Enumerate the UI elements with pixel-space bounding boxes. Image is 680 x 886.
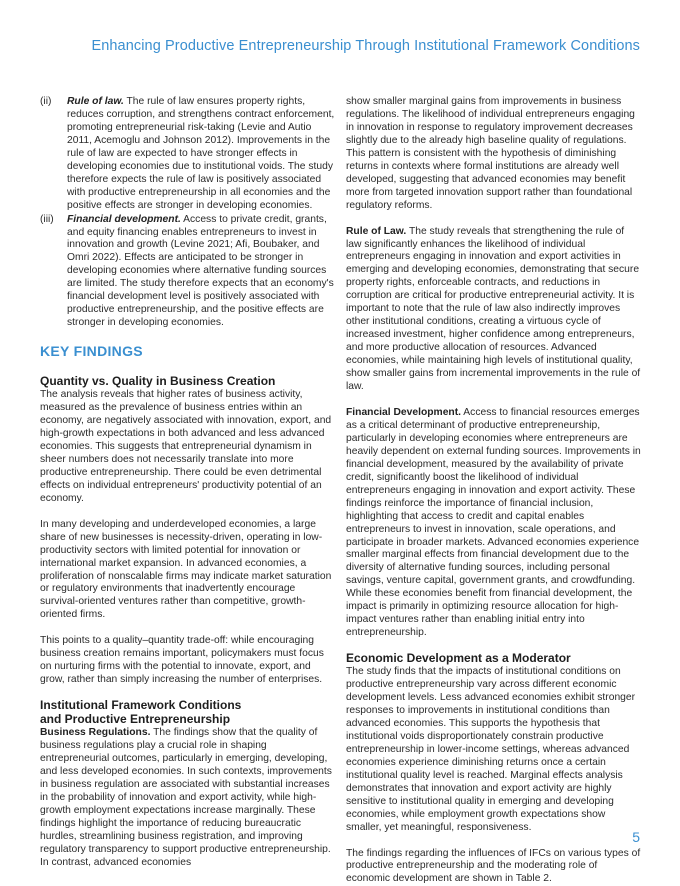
list-number: (ii) [40,96,52,107]
inline-term: Rule of Law. [346,225,407,237]
paragraph: Business Regulations. The findings show that the quality of business regulations play a crucial role in shaping entrepreneurial outcomes, particularly in emerging, developing, and less developed economies. In such contexts, improvements in business regulation are associated with substantial increases in the probability of innovation and export activity, while high-growth employment expectations increase marginally. These findings highlight the importance of reducing bureaucratic hurdles, streamlining business registration, and improving regulatory transparency to support productive entrepreneurship. In contrast, advanced economies [40,727,332,868]
list-term: Financial development. [67,213,181,225]
left-column [40,96,335,870]
list-item-rule-of-law [40,96,335,213]
paragraph: The findings regarding the influences of IFCs on various types of productive entrepreneurship and the moderating role of economic development are shown in Table 2. [346,847,641,885]
key-findings-heading: KEY FINDINGS [40,343,143,360]
list-term: Rule of law. [67,96,124,107]
list-text: Access to private credit, grants, and equity financing enables entrepreneurs to invest in innovation and growth (Levine 2021; Afi, Boubaker, and Omri 2022). Effects are anticipated to be stronger in developing economies where alternative funding sources are limited. The study therefore expects that an economy's financial development level is positively associated with productive entrepreneurship, and the positive effects are stronger in developing economies. [67,213,334,329]
paragraph: In many developing and underdeveloped economies, a large share of new businesses is necessity-driven, operating in low-productivity sectors with limited potential for innovation or international market expansion. In advanced economies, a proliferation of nonscalable firms may indicate market saturation or regulatory environments that inadvertently encourage survival-oriented ventures rather than competitive, growth-oriented firms. [40,518,332,621]
paragraph: Financial Development. Access to financial resources emerges as a critical determinant of productive entrepreneurship, particularly in developing economies where entrepreneurs are heavily dependent on external funding sources. Improvements in financial development, measured by the availability of private credit, significantly boost the likelihood of individual entrepreneurs engaging in innovation and export activity. These findings reinforce the importance of financial inclusion, highlighting that access to credit and capital enables entrepreneurs to invest in innovation, scale operations, and participate in broader markets. Advanced economies experience smaller marginal effects from financial development due to the diversity of alternative funding sources, including personal savings, venture capital, government grants, and crowdfunding. While these economies benefit from financial development, the impact is primarily in optimizing resource allocation for high-impact ventures rather than enabling initial entry into entrepreneurship. [346,406,641,639]
paragraph: This points to a quality–quantity trade-off: while encouraging business creation remains important, policymakers must focus on nurturing firms with the potential to innovate, export, and grow, rather than simply increasing the number of enterprises. [40,635,324,686]
list-number: (iii) [40,213,54,225]
paragraph: Rule of Law. The study reveals that strengthening the rule of law significantly enhances the likelihood of individual entrepreneurs engaging in innovation and export activities in emerging and developing economies, demonstrating that secure property rights, enforceable contracts, and reductions in corruption are critical for productive entrepreneurial activity. It is important to note that the rule of law also indirectly improves other institutional conditions, creating a virtuous cycle of increased investment, higher confidence among entrepreneurs, and more productive allocation of resources. Advanced economies, while maintaining high levels of institutional quality, show smaller gains from incremental improvements in the rule of law. [346,225,641,393]
list-item-financial-development [40,214,335,331]
ifc-heading: Institutional Framework Conditions and Productive Entrepreneurship [40,698,242,727]
economic-development-heading: Economic Development as a Moderator [346,651,571,666]
inline-term: Financial Development. [346,406,462,418]
inline-term: Business Regulations. [40,727,151,739]
paragraph: The study finds that the impacts of institutional conditions on productive entrepreneurship vary across different economic development levels. Less advanced economies exhibit stronger responses to improvements in institutional conditions than advanced economies. This supports the hypothesis that institutional voids disproportionately constrain productive entrepreneurship in lower-income settings, whereas advanced economies experience diminishing returns once a certain institutional quality level is reached. Marginal effects analysis demonstrates that innovation and export activity are highly sensitive to institutional quality in emerging and developing economies, while employment growth expectations show smaller, yet meaningful, responsiveness. [346,666,636,833]
paragraph: show smaller marginal gains from improvements in business regulations. The likelihood of individual entrepreneurs engaging in innovation in response to regulatory improvement decreases slightly due to the already high baseline quality of regulations. This pattern is consistent with the hypothesis of diminishing returns in contexts where formal institutions are already well developed, suggesting that advanced economies may benefit more from targeted innovation support rather than foundational regulatory reforms. [346,96,635,211]
list-text: The rule of law ensures property rights, reduces corruption, and strengthens contract enforcement, promoting entrepreneurial risk-taking (Levie and Autio 2011, Acemoglu and Johnson 2012). Improvements in the rule of law are expected to have stronger effects in developing economies due to institutional voids. The study therefore expects the rule of law is positively associated with productive entrepreneurship in all economies and the positive effects are stronger in developing economies. [67,96,335,211]
page-number: 5 [632,829,640,845]
quantity-quality-heading: Quantity vs. Quality in Business Creation [40,374,276,389]
right-column [346,96,641,886]
running-header: Enhancing Productive Entrepreneurship Through Institutional Framework Conditions [91,38,640,54]
paragraph: The analysis reveals that higher rates of business activity, measured as the prevalence of business entries within an economy, are negatively associated with innovation, export, and high-growth expectations in both advanced and less advanced economies. This suggests that entrepreneurial dynamism in sheer numbers does not necessarily translate into more productive entrepreneurship. There could be even detrimental effects on individual entrepreneurs' productivity potential of an economy. [40,389,332,504]
